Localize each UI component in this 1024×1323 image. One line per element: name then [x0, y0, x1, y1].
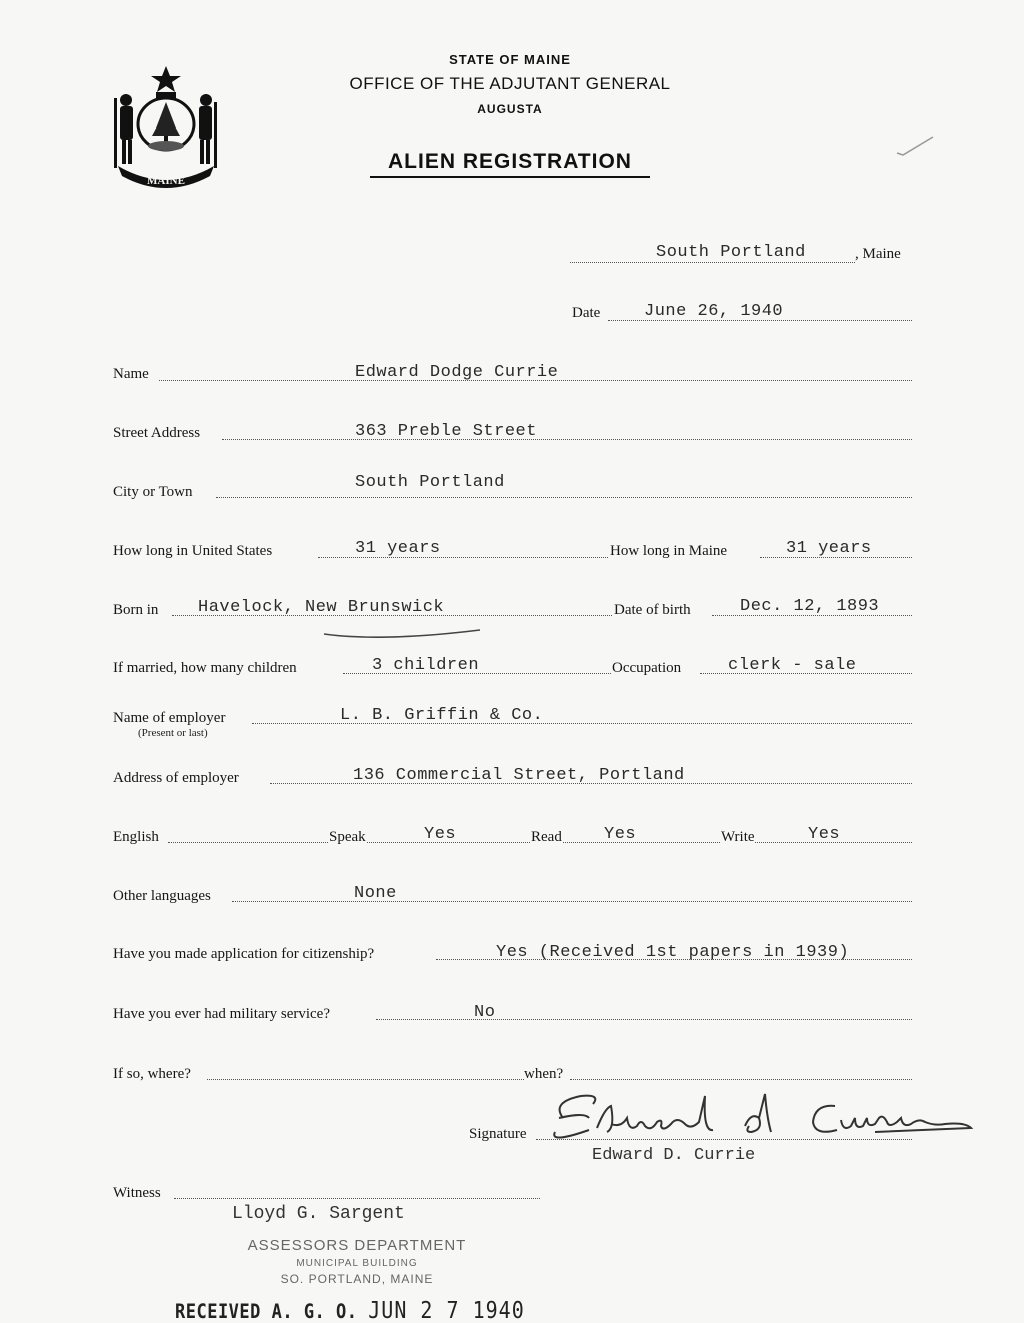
- write-value: Yes: [808, 825, 841, 844]
- page-title: ALIEN REGISTRATION: [388, 150, 632, 173]
- maine-seal-icon: [112, 62, 220, 192]
- other-languages-line: [232, 901, 912, 902]
- assessors-stamp-line2: MUNICIPAL BUILDING: [296, 1258, 418, 1269]
- children-value: 3 children: [372, 656, 480, 675]
- date-value: June 26, 1940: [644, 302, 784, 321]
- english-label: English: [113, 829, 159, 845]
- assessors-stamp-line3: SO. PORTLAND, MAINE: [280, 1272, 434, 1286]
- other-languages-label: Other languages: [113, 888, 211, 904]
- place-value: South Portland: [656, 243, 806, 262]
- seal-text: MAINE: [147, 175, 185, 187]
- title-underline: [370, 176, 650, 178]
- header-office: OFFICE OF THE ADJUTANT GENERAL: [349, 74, 671, 93]
- where-label: If so, where?: [113, 1066, 191, 1082]
- employer-value: L. B. Griffin & Co.: [340, 706, 544, 725]
- maine-time-label: How long in Maine: [610, 543, 728, 559]
- read-value: Yes: [604, 825, 637, 844]
- assessors-stamp-line1: ASSESSORS DEPARTMENT: [247, 1237, 467, 1254]
- city-value: South Portland: [355, 473, 505, 492]
- children-label: If married, how many children: [113, 660, 297, 676]
- maine-time-value: 31 years: [786, 539, 872, 558]
- occupation-label: Occupation: [612, 660, 682, 676]
- speak-label: Speak: [329, 829, 366, 845]
- occupation-value: clerk - sale: [728, 656, 857, 675]
- signature-label: Signature: [469, 1126, 527, 1142]
- city-label: City or Town: [113, 484, 193, 500]
- received-stamp-prefix: RECEIVED A. G. O.: [175, 1300, 358, 1323]
- city-line: [216, 497, 912, 498]
- header-state: STATE OF MAINE: [449, 52, 571, 67]
- employer-sublabel: (Present or last): [138, 727, 208, 739]
- place-suffix: , Maine: [855, 246, 901, 262]
- employer-address-label: Address of employer: [113, 770, 239, 786]
- place-line: [570, 262, 855, 263]
- other-languages-value: None: [354, 884, 397, 903]
- witness-name: Lloyd G. Sargent: [232, 1204, 405, 1224]
- born-in-label: Born in: [113, 602, 159, 618]
- where-line: [207, 1079, 524, 1080]
- street-value: 363 Preble Street: [355, 422, 537, 441]
- us-time-label: How long in United States: [113, 543, 273, 559]
- street-label: Street Address: [113, 425, 201, 441]
- name-label: Name: [113, 366, 149, 382]
- military-label: Have you ever had military service?: [113, 1006, 330, 1022]
- us-time-value: 31 years: [355, 539, 441, 558]
- received-stamp-date: JUN 2 7 1940: [368, 1296, 525, 1323]
- employer-address-value: 136 Commercial Street, Portland: [353, 766, 685, 785]
- when-label: when?: [524, 1066, 564, 1082]
- speak-value: Yes: [424, 825, 457, 844]
- born-in-value: Havelock, New Brunswick: [198, 598, 445, 617]
- birth-date-label: Date of birth: [614, 602, 691, 618]
- citizenship-label: Have you made application for citizenship?: [113, 946, 375, 962]
- handwritten-signature: [545, 1088, 975, 1148]
- witness-line: [174, 1198, 540, 1199]
- witness-label: Witness: [113, 1185, 161, 1201]
- military-value: No: [474, 1003, 496, 1022]
- military-line: [376, 1019, 912, 1020]
- check-mark-icon: [895, 133, 935, 157]
- read-label: Read: [531, 829, 562, 845]
- citizenship-value: Yes (Received 1st papers in 1939): [496, 943, 850, 962]
- birth-date-value: Dec. 12, 1893: [740, 597, 880, 616]
- header-city: AUGUSTA: [477, 102, 543, 116]
- employer-label: Name of employer: [113, 710, 226, 726]
- date-label: Date: [572, 305, 601, 321]
- when-line: [570, 1079, 912, 1080]
- name-value: Edward Dodge Currie: [355, 363, 559, 382]
- street-line: [222, 439, 912, 440]
- typed-signature-name: Edward D. Currie: [592, 1146, 756, 1165]
- write-label: Write: [721, 829, 755, 845]
- received-stamp: [175, 1296, 525, 1323]
- pen-underline: [322, 628, 482, 642]
